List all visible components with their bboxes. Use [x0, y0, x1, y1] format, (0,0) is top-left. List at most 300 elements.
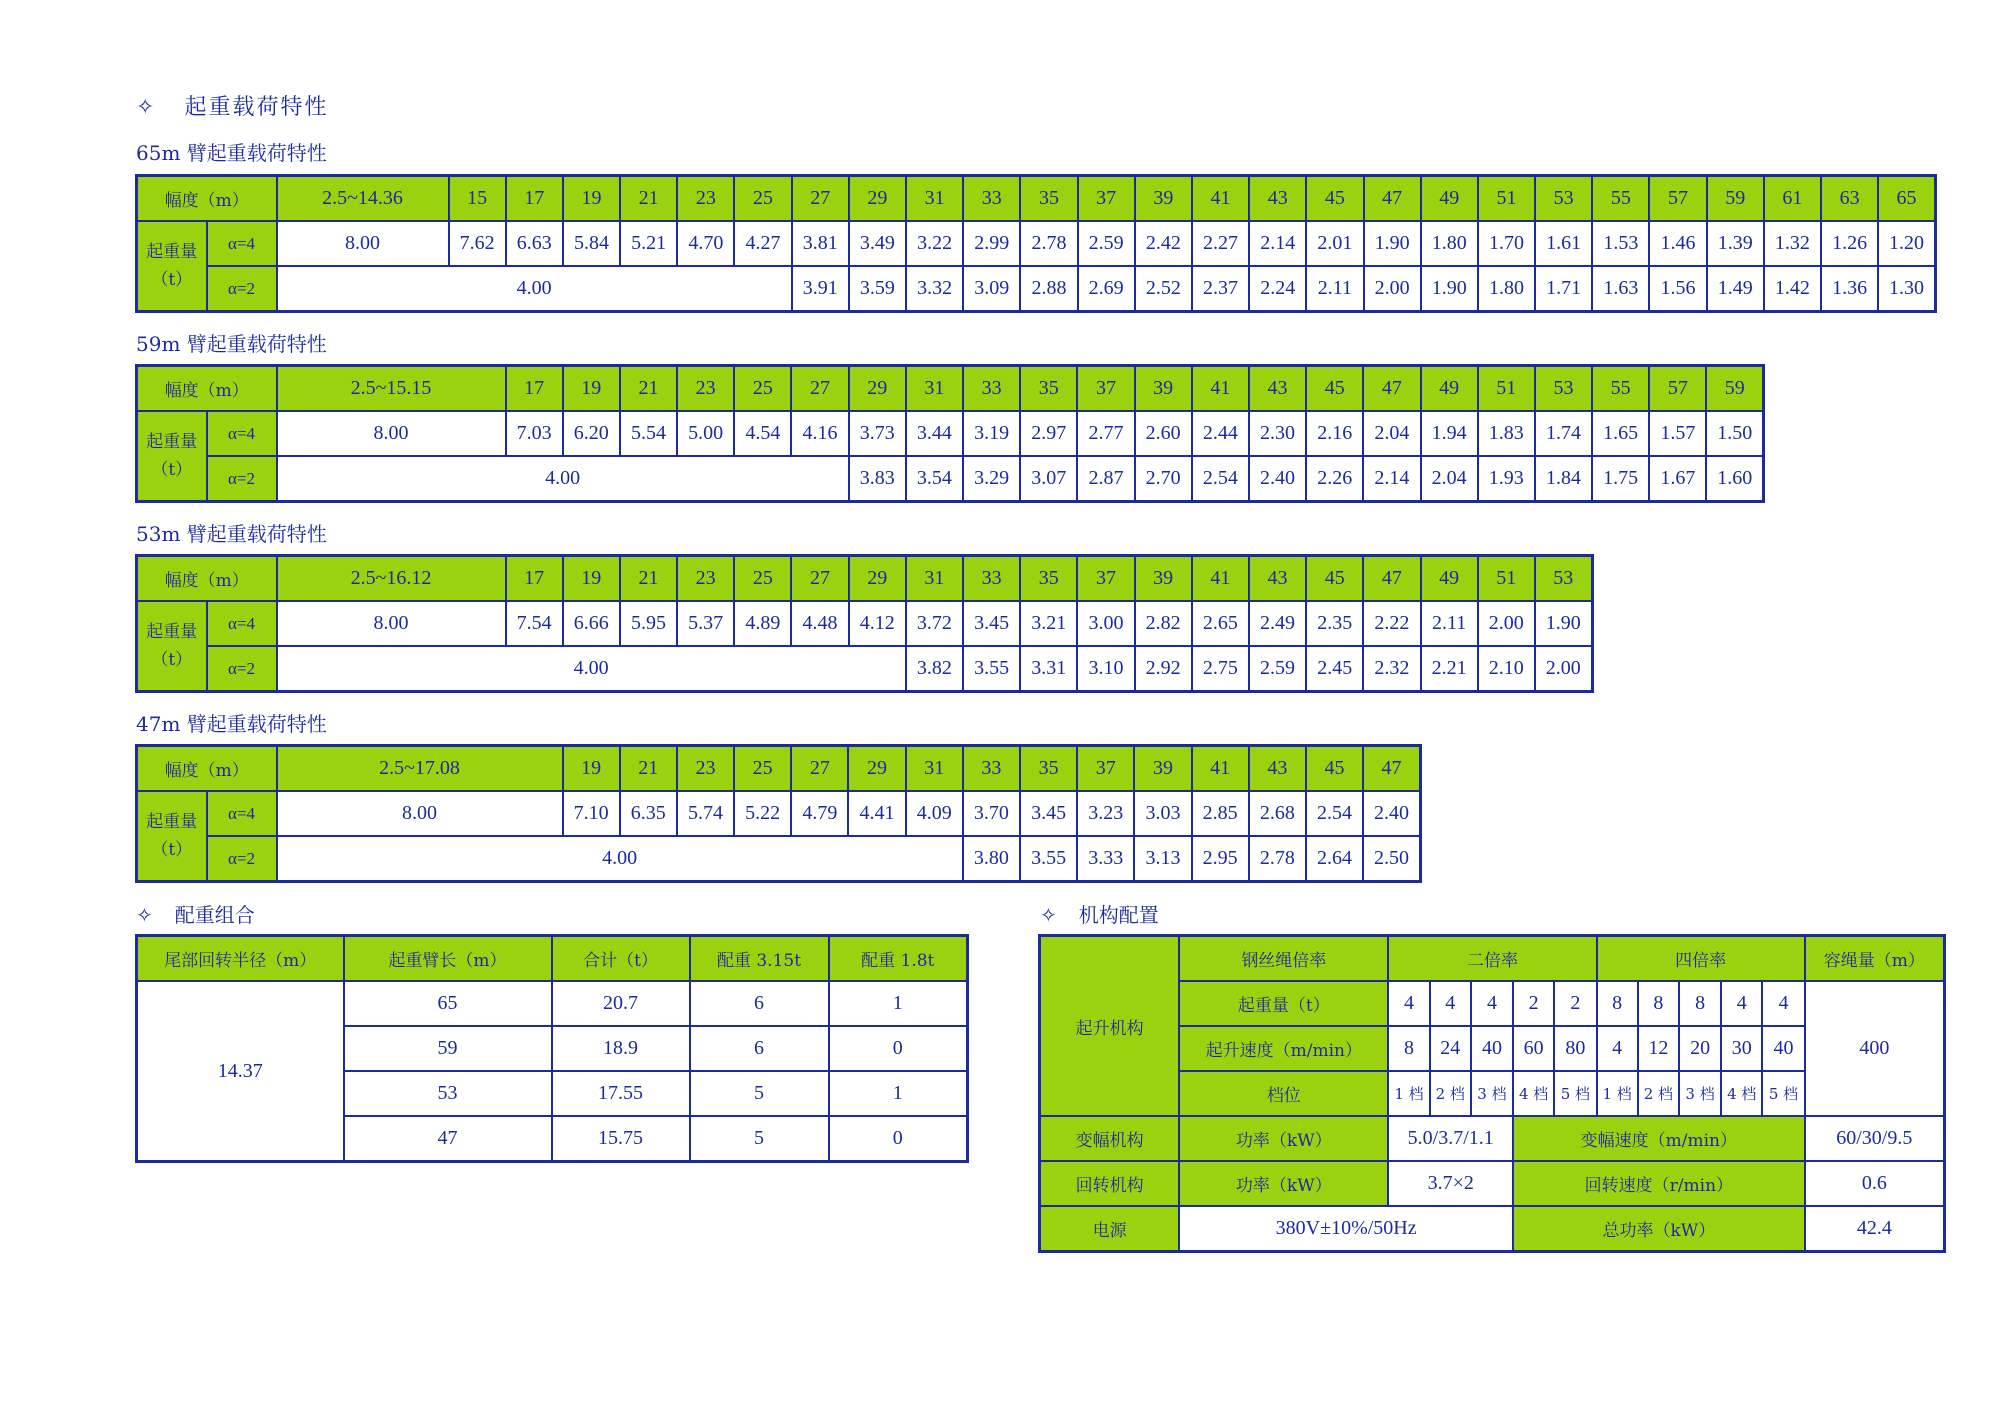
load-cell: 2.14 — [1363, 456, 1420, 502]
lift-label — [137, 791, 207, 882]
load-cell: 3.91 — [792, 266, 849, 312]
load-cell: 4.12 — [849, 601, 906, 646]
range-cell: 47 — [1363, 366, 1420, 412]
range-cell: 35 — [1020, 746, 1077, 792]
load-cell: 1.56 — [1649, 266, 1706, 312]
load-cell: 3.59 — [849, 266, 906, 312]
hoist-speed-cell: 20 — [1679, 1026, 1721, 1071]
hoist-speed-cell: 24 — [1430, 1026, 1471, 1071]
load-cell: 3.70 — [963, 791, 1020, 836]
gear-cell: 4 档 — [1721, 1071, 1762, 1116]
load-cell: 1.39 — [1707, 221, 1764, 266]
load-cell: 3.72 — [906, 601, 963, 646]
load-cell: 1.49 — [1707, 266, 1764, 312]
slewing-mechanism-label: 回转机构 — [1040, 1161, 1180, 1206]
load-cell: 2.11 — [1306, 266, 1363, 312]
load-cell: 2.01 — [1306, 221, 1363, 266]
cw-cell: 1 — [829, 981, 968, 1026]
range-cell: 47 — [1363, 746, 1420, 792]
range-cell: 55 — [1592, 176, 1649, 222]
alpha2-label: α=2 — [207, 266, 277, 312]
alpha2-row — [137, 646, 1593, 692]
load-cell: 2.37 — [1192, 266, 1249, 312]
load-cell: 2.59 — [1078, 221, 1135, 266]
range-cell: 27 — [791, 556, 848, 602]
load-cell: 5.95 — [620, 601, 677, 646]
load-cell: 2.14 — [1249, 221, 1306, 266]
luffing-power-label: 功率（kW） — [1179, 1116, 1388, 1161]
load-cell: 2.44 — [1192, 411, 1249, 456]
range-cell: 45 — [1306, 176, 1363, 222]
load-cell: 4.70 — [677, 221, 734, 266]
load-cell: 2.42 — [1135, 221, 1192, 266]
load-cell: 2.75 — [1192, 646, 1249, 692]
load-cell: 2.88 — [1020, 266, 1077, 312]
load-cell: 8.00 — [277, 221, 449, 266]
load-cell: 2.40 — [1363, 791, 1420, 836]
range-cell: 23 — [677, 746, 734, 792]
load-cell: 2.97 — [1020, 411, 1077, 456]
load-cell: 1.75 — [1592, 456, 1649, 502]
range-row — [137, 556, 1593, 602]
load-cell: 2.65 — [1192, 601, 1249, 646]
load-cell: 2.87 — [1077, 456, 1134, 502]
gear-cell: 4 档 — [1513, 1071, 1554, 1116]
load-cell: 7.10 — [563, 791, 620, 836]
load-cell: 3.13 — [1134, 836, 1191, 882]
range-cell: 19 — [563, 556, 620, 602]
load-cell: 2.95 — [1192, 836, 1249, 882]
load-cell: 2.78 — [1020, 221, 1077, 266]
range-cell: 31 — [906, 176, 963, 222]
load-cell: 1.30 — [1878, 266, 1935, 312]
gear-cell: 3 档 — [1471, 1071, 1513, 1116]
range-cell: 45 — [1306, 366, 1363, 412]
range-cell: 2.5~16.12 — [277, 556, 506, 602]
range-cell: 29 — [849, 176, 906, 222]
load-cell: 3.21 — [1020, 601, 1077, 646]
range-cell: 49 — [1421, 176, 1478, 222]
range-row — [137, 746, 1421, 792]
cw-cell: 47 — [344, 1116, 552, 1162]
load-cell: 3.49 — [849, 221, 906, 266]
load-cell: 3.82 — [906, 646, 963, 692]
range-cell: 21 — [620, 556, 677, 602]
load-cell: 5.37 — [677, 601, 734, 646]
lift-label — [137, 411, 207, 502]
range-cell: 23 — [677, 366, 734, 412]
load-cell: 2.16 — [1306, 411, 1363, 456]
range-cell: 35 — [1020, 176, 1077, 222]
hoist-load-cell: 4 — [1721, 981, 1762, 1026]
range-cell: 25 — [734, 556, 791, 602]
load-cell: 3.10 — [1077, 646, 1134, 692]
gear-cell: 2 档 — [1430, 1071, 1471, 1116]
load-cell: 2.92 — [1135, 646, 1192, 692]
range-cell: 33 — [963, 556, 1020, 602]
range-cell: 53 — [1535, 176, 1592, 222]
load-cell: 2.32 — [1363, 646, 1420, 692]
range-cell: 25 — [734, 176, 791, 222]
hoist-load-cell: 2 — [1513, 981, 1554, 1026]
lift-label — [137, 601, 207, 692]
gear-label: 档位 — [1179, 1071, 1388, 1116]
gear-cell: 2 档 — [1638, 1071, 1679, 1116]
alpha4-label: α=4 — [207, 791, 277, 836]
hoist-load-cell: 4 — [1762, 981, 1804, 1026]
counterweight-header: 配重 1.8t — [829, 936, 968, 982]
mechanism-title: ✧ 机构配置 — [1040, 903, 1159, 927]
load-cell: 2.10 — [1478, 646, 1535, 692]
load-cell: 3.00 — [1077, 601, 1134, 646]
load-cell: 2.49 — [1249, 601, 1306, 646]
range-cell: 51 — [1478, 556, 1535, 602]
range-cell: 31 — [906, 556, 963, 602]
range-cell: 33 — [963, 176, 1020, 222]
cw-cell: 0 — [829, 1116, 968, 1162]
lift-label-line2: （t） — [151, 650, 193, 670]
hoist-load-cell: 2 — [1554, 981, 1596, 1026]
load-table-title-59m: 59m 臂起重载荷特性 — [136, 332, 327, 356]
range-cell: 37 — [1077, 366, 1134, 412]
alpha4-label: α=4 — [207, 411, 277, 456]
range-cell: 17 — [506, 556, 563, 602]
load-cell: 4.27 — [734, 221, 791, 266]
load-cell: 6.35 — [620, 791, 677, 836]
load-cell: 1.60 — [1706, 456, 1763, 502]
range-cell: 39 — [1135, 176, 1192, 222]
range-cell: 65 — [1878, 176, 1935, 222]
load-cell: 1.32 — [1764, 221, 1821, 266]
rope-capacity-value: 400 — [1805, 981, 1945, 1116]
range-cell: 41 — [1192, 746, 1249, 792]
cw-cell: 59 — [344, 1026, 552, 1071]
load-cell: 1.80 — [1478, 266, 1535, 312]
range-cell: 41 — [1192, 366, 1249, 412]
cw-cell: 5 — [690, 1116, 829, 1162]
hoist-speed-cell: 40 — [1762, 1026, 1804, 1071]
range-cell: 41 — [1192, 176, 1249, 222]
load-cell: 1.83 — [1478, 411, 1535, 456]
load-cell: 3.32 — [906, 266, 963, 312]
range-cell: 51 — [1478, 366, 1535, 412]
luffing-mechanism-label: 变幅机构 — [1040, 1116, 1180, 1161]
range-label: 幅度（m） — [137, 556, 277, 602]
load-cell: 3.45 — [1020, 791, 1077, 836]
load-cell: 6.63 — [506, 221, 563, 266]
load-cell: 1.61 — [1535, 221, 1592, 266]
load-cell: 4.16 — [791, 411, 848, 456]
load-cell: 2.60 — [1135, 411, 1192, 456]
alpha2-row — [137, 456, 1764, 502]
hoist-load-cell: 8 — [1638, 981, 1679, 1026]
range-cell: 43 — [1249, 366, 1306, 412]
range-cell: 39 — [1135, 556, 1192, 602]
load-cell: 1.90 — [1535, 601, 1592, 646]
range-cell: 39 — [1134, 746, 1191, 792]
load-cell: 3.45 — [963, 601, 1020, 646]
load-cell: 5.84 — [563, 221, 620, 266]
range-cell: 53 — [1535, 366, 1592, 412]
page-title: ✧ 起重载荷特性 — [136, 95, 329, 120]
counterweight-table — [135, 934, 969, 1163]
cw-cell: 6 — [690, 981, 829, 1026]
hoist-speed-cell: 12 — [1638, 1026, 1679, 1071]
load-cell: 8.00 — [277, 791, 563, 836]
range-cell: 43 — [1249, 746, 1306, 792]
load-cell: 4.79 — [791, 791, 848, 836]
load-cell: 2.11 — [1421, 601, 1478, 646]
load-cell: 5.54 — [620, 411, 677, 456]
load-cell: 2.24 — [1249, 266, 1306, 312]
mechanism-table — [1038, 934, 1946, 1253]
counterweight-header: 合计（t） — [552, 936, 690, 982]
lift-label-line2: （t） — [151, 840, 193, 860]
load-cell: 1.74 — [1535, 411, 1592, 456]
alpha2-row — [137, 836, 1421, 882]
load-cell: 2.77 — [1077, 411, 1134, 456]
hoist-load-cell: 8 — [1679, 981, 1721, 1026]
load-cell: 8.00 — [277, 411, 506, 456]
load-cell: 3.19 — [963, 411, 1020, 456]
rope-ratio-label: 钢丝绳倍率 — [1179, 936, 1388, 982]
range-cell: 47 — [1364, 176, 1421, 222]
load-cell: 2.35 — [1306, 601, 1363, 646]
range-cell: 51 — [1478, 176, 1535, 222]
load-cell: 7.54 — [506, 601, 563, 646]
total-power-label: 总功率（kW） — [1513, 1206, 1805, 1252]
load-cell: 3.03 — [1134, 791, 1191, 836]
range-cell: 27 — [792, 176, 849, 222]
alpha4-label: α=4 — [207, 221, 277, 266]
alpha2-row — [137, 266, 1936, 312]
load-cell: 3.55 — [1020, 836, 1077, 882]
load-cell: 1.36 — [1821, 266, 1878, 312]
counterweight-title: ✧ 配重组合 — [136, 903, 255, 927]
gear-cell: 1 档 — [1388, 1071, 1429, 1116]
cw-cell: 5 — [690, 1071, 829, 1116]
load-cell: 1.53 — [1592, 221, 1649, 266]
lift-label-line1: 起重量 — [146, 812, 198, 832]
range-cell: 49 — [1421, 556, 1478, 602]
lift-label-line1: 起重量 — [146, 242, 198, 262]
load-cell: 3.33 — [1077, 836, 1134, 882]
load-cell: 2.70 — [1135, 456, 1192, 502]
load-cell: 5.22 — [734, 791, 791, 836]
load-cell: 1.90 — [1421, 266, 1478, 312]
cw-cell: 18.9 — [552, 1026, 690, 1071]
range-label: 幅度（m） — [137, 366, 277, 412]
load-table-65m — [135, 174, 1937, 313]
load-cell: 2.59 — [1249, 646, 1306, 692]
power-supply-label: 电源 — [1040, 1206, 1180, 1252]
range-cell: 43 — [1249, 556, 1306, 602]
load-cell: 2.64 — [1306, 836, 1363, 882]
alpha2-label: α=2 — [207, 646, 277, 692]
range-cell: 59 — [1706, 366, 1763, 412]
load-cell: 1.63 — [1592, 266, 1649, 312]
range-cell: 31 — [906, 746, 963, 792]
diamond-icon: ✧ — [136, 95, 157, 120]
load-cell: 1.67 — [1649, 456, 1706, 502]
gear-cell: 1 档 — [1597, 1071, 1638, 1116]
load-cell: 3.81 — [792, 221, 849, 266]
diamond-icon: ✧ — [1040, 903, 1057, 927]
range-cell: 53 — [1535, 556, 1592, 602]
alpha4-row — [137, 601, 1593, 646]
load-cell: 2.00 — [1478, 601, 1535, 646]
load-cell: 1.42 — [1764, 266, 1821, 312]
hoist-speed-cell: 30 — [1721, 1026, 1762, 1071]
load-table-47m — [135, 744, 1422, 883]
luffing-speed-label: 变幅速度（m/min） — [1513, 1116, 1805, 1161]
range-cell: 61 — [1764, 176, 1821, 222]
lift-label-line1: 起重量 — [146, 622, 198, 642]
load-table-59m — [135, 364, 1765, 503]
luffing-power-value: 5.0/3.7/1.1 — [1388, 1116, 1513, 1161]
range-cell: 25 — [734, 366, 791, 412]
load-cell: 2.99 — [963, 221, 1020, 266]
lift-label-line2: （t） — [151, 270, 193, 290]
load-cell: 3.29 — [963, 456, 1020, 502]
load-cell: 2.52 — [1135, 266, 1192, 312]
range-cell: 35 — [1020, 556, 1077, 602]
load-table-title-53m: 53m 臂起重载荷特性 — [136, 522, 327, 546]
load-cell: 2.04 — [1363, 411, 1420, 456]
load-cell: 1.20 — [1878, 221, 1935, 266]
range-cell: 23 — [677, 556, 734, 602]
load-cell: 3.80 — [963, 836, 1020, 882]
range-cell: 43 — [1249, 176, 1306, 222]
range-cell: 55 — [1592, 366, 1649, 412]
load-cell: 4.09 — [906, 791, 963, 836]
range-cell: 19 — [563, 746, 620, 792]
alpha2-label: α=2 — [207, 836, 277, 882]
slewing-speed-label: 回转速度（r/min） — [1513, 1161, 1805, 1206]
range-cell: 29 — [849, 366, 906, 412]
rope-capacity-label: 容绳量（m） — [1805, 936, 1945, 982]
range-cell: 23 — [677, 176, 734, 222]
load-cell: 3.22 — [906, 221, 963, 266]
cw-cell: 20.7 — [552, 981, 690, 1026]
range-cell: 33 — [963, 366, 1020, 412]
tail-radius-value: 14.37 — [137, 981, 344, 1162]
load-cell: 3.23 — [1077, 791, 1134, 836]
quad-ratio-label: 四倍率 — [1597, 936, 1805, 982]
double-ratio-label: 二倍率 — [1388, 936, 1596, 982]
range-cell: 49 — [1421, 366, 1478, 412]
load-cell: 7.62 — [449, 221, 506, 266]
range-row — [137, 176, 1936, 222]
load-cell: 2.30 — [1249, 411, 1306, 456]
load-cell: 2.04 — [1421, 456, 1478, 502]
range-label: 幅度（m） — [137, 746, 277, 792]
load-cell: 2.54 — [1192, 456, 1249, 502]
hoist-speed-cell: 40 — [1471, 1026, 1513, 1071]
range-cell: 21 — [620, 366, 677, 412]
cw-cell: 53 — [344, 1071, 552, 1116]
load-cell: 2.50 — [1363, 836, 1420, 882]
load-cell: 3.83 — [849, 456, 906, 502]
load-cell: 3.55 — [963, 646, 1020, 692]
range-cell: 47 — [1363, 556, 1420, 602]
load-cell: 2.78 — [1249, 836, 1306, 882]
range-cell: 2.5~15.15 — [277, 366, 506, 412]
range-cell: 25 — [734, 746, 791, 792]
cw-cell: 0 — [829, 1026, 968, 1071]
slewing-speed-value: 0.6 — [1805, 1161, 1945, 1206]
load-cell: 3.09 — [963, 266, 1020, 312]
load-cell: 2.21 — [1421, 646, 1478, 692]
range-cell: 2.5~14.36 — [277, 176, 449, 222]
gear-cell: 5 档 — [1762, 1071, 1804, 1116]
load-cell: 2.26 — [1306, 456, 1363, 502]
load-cell: 2.45 — [1306, 646, 1363, 692]
range-cell: 31 — [906, 366, 963, 412]
load-cell: 1.84 — [1535, 456, 1592, 502]
lift-label — [137, 221, 207, 312]
range-cell: 37 — [1077, 746, 1134, 792]
range-cell: 21 — [620, 176, 677, 222]
load-cell: 4.00 — [277, 646, 906, 692]
load-cell: 3.73 — [849, 411, 906, 456]
hoist-speed-cell: 60 — [1513, 1026, 1554, 1071]
slewing-power-value: 3.7×2 — [1388, 1161, 1513, 1206]
hoist-speed-label: 起升速度（m/min） — [1179, 1026, 1388, 1071]
hoist-speed-cell: 4 — [1597, 1026, 1638, 1071]
load-cell: 2.69 — [1078, 266, 1135, 312]
range-cell: 27 — [791, 746, 848, 792]
range-cell: 19 — [563, 176, 620, 222]
load-cell: 8.00 — [277, 601, 506, 646]
load-cell: 2.40 — [1249, 456, 1306, 502]
load-cell: 6.66 — [563, 601, 620, 646]
load-cell: 2.00 — [1364, 266, 1421, 312]
cw-cell: 65 — [344, 981, 552, 1026]
range-cell: 27 — [791, 366, 848, 412]
hoist-mechanism-label: 起升机构 — [1040, 936, 1180, 1117]
power-supply-value: 380V±10%/50Hz — [1179, 1206, 1513, 1252]
load-cell: 3.07 — [1020, 456, 1077, 502]
hoist-load-cell: 8 — [1597, 981, 1638, 1026]
load-table-title-65m: 65m 臂起重载荷特性 — [136, 141, 327, 165]
range-label: 幅度（m） — [137, 176, 277, 222]
alpha4-label: α=4 — [207, 601, 277, 646]
load-cell: 5.74 — [677, 791, 734, 836]
hoist-load-label: 起重量（t） — [1179, 981, 1388, 1026]
load-cell: 3.54 — [906, 456, 963, 502]
range-cell: 37 — [1078, 176, 1135, 222]
load-cell: 3.44 — [906, 411, 963, 456]
load-cell: 4.00 — [277, 266, 792, 312]
load-cell: 2.27 — [1192, 221, 1249, 266]
load-cell: 6.20 — [563, 411, 620, 456]
lift-label-line1: 起重量 — [146, 432, 198, 452]
cw-cell: 6 — [690, 1026, 829, 1071]
total-power-value: 42.4 — [1805, 1206, 1945, 1252]
load-cell: 1.93 — [1478, 456, 1535, 502]
load-cell: 5.21 — [620, 221, 677, 266]
range-cell: 57 — [1649, 176, 1706, 222]
load-cell: 2.22 — [1363, 601, 1420, 646]
hoist-speed-cell: 80 — [1554, 1026, 1596, 1071]
range-cell: 2.5~17.08 — [277, 746, 563, 792]
range-cell: 29 — [849, 556, 906, 602]
range-cell: 19 — [563, 366, 620, 412]
range-cell: 35 — [1020, 366, 1077, 412]
load-cell: 1.80 — [1421, 221, 1478, 266]
load-table-title-47m: 47m 臂起重载荷特性 — [136, 712, 327, 736]
